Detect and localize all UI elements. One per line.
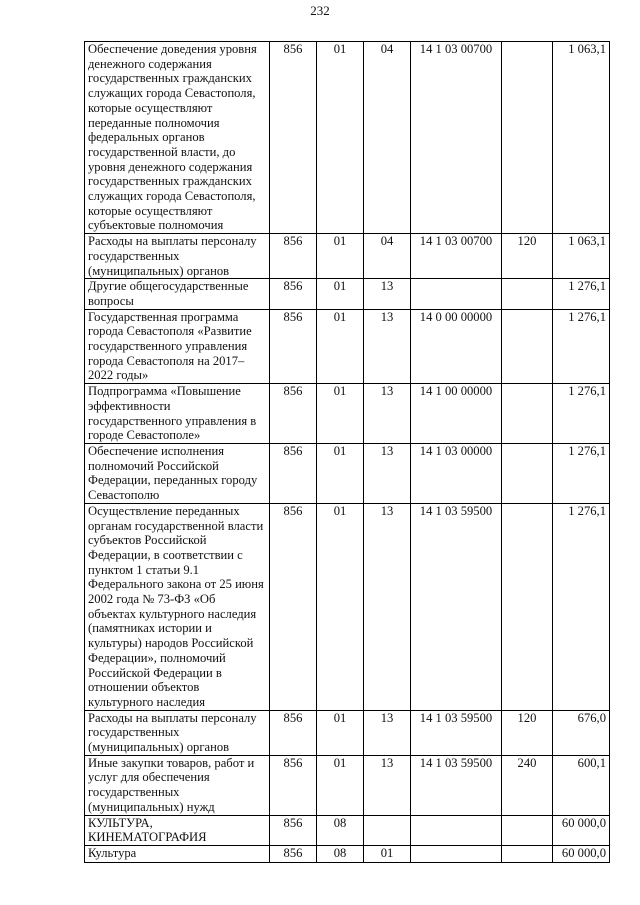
row-vr: 120 — [502, 710, 553, 755]
table-row — [85, 755, 610, 815]
row-rz: 01 — [317, 443, 364, 503]
row-sum: 60 000,0 — [553, 845, 610, 862]
row-pr: 01 — [364, 845, 411, 862]
row-pr: 04 — [364, 234, 411, 279]
row-rz: 01 — [317, 384, 364, 444]
row-csr — [411, 845, 502, 862]
row-pr: 13 — [364, 384, 411, 444]
row-vr — [502, 384, 553, 444]
row-pr: 13 — [364, 443, 411, 503]
row-ved: 856 — [270, 309, 317, 384]
row-rz: 08 — [317, 845, 364, 862]
row-csr: 14 1 03 59500 — [411, 503, 502, 710]
row-csr: 14 0 00 00000 — [411, 309, 502, 384]
budget-table — [84, 41, 610, 863]
row-vr — [502, 443, 553, 503]
row-name: Государственная программа города Севастополя «Развитие государственного управления города Севастополя на 2017–2022 годы» — [85, 309, 270, 384]
row-csr: 14 1 03 00700 — [411, 234, 502, 279]
table-row — [85, 815, 610, 845]
row-sum: 676,0 — [553, 710, 610, 755]
table-row — [85, 42, 610, 234]
table-row — [85, 279, 610, 309]
row-ved: 856 — [270, 815, 317, 845]
row-name: Расходы на выплаты персоналу государственных (муниципальных) органов — [85, 234, 270, 279]
table-row — [85, 503, 610, 710]
row-ved: 856 — [270, 710, 317, 755]
row-name: КУЛЬТУРА, КИНЕМАТОГРАФИЯ — [85, 815, 270, 845]
row-csr — [411, 279, 502, 309]
row-sum: 1 276,1 — [553, 503, 610, 710]
page-number: 232 — [310, 3, 330, 18]
row-vr — [502, 279, 553, 309]
row-csr: 14 1 03 59500 — [411, 710, 502, 755]
table-row — [85, 443, 610, 503]
row-sum: 1 063,1 — [553, 42, 610, 234]
row-sum: 1 063,1 — [553, 234, 610, 279]
row-ved: 856 — [270, 845, 317, 862]
row-vr — [502, 845, 553, 862]
row-pr: 13 — [364, 309, 411, 384]
row-pr: 13 — [364, 279, 411, 309]
row-vr — [502, 815, 553, 845]
row-ved: 856 — [270, 755, 317, 815]
row-name: Другие общегосударственные вопросы — [85, 279, 270, 309]
row-ved: 856 — [270, 279, 317, 309]
row-csr: 14 1 03 59500 — [411, 755, 502, 815]
row-pr: 13 — [364, 710, 411, 755]
row-rz: 01 — [317, 234, 364, 279]
row-name: Культура — [85, 845, 270, 862]
row-name: Иные закупки товаров, работ и услуг для обеспечения государственных (муниципальных) нужд — [85, 755, 270, 815]
row-rz: 01 — [317, 279, 364, 309]
row-sum: 1 276,1 — [553, 309, 610, 384]
row-sum: 600,1 — [553, 755, 610, 815]
row-vr — [502, 309, 553, 384]
row-vr — [502, 503, 553, 710]
row-rz: 01 — [317, 42, 364, 234]
row-ved: 856 — [270, 503, 317, 710]
row-sum: 60 000,0 — [553, 815, 610, 845]
row-vr — [502, 42, 553, 234]
table-row — [85, 384, 610, 444]
row-sum: 1 276,1 — [553, 443, 610, 503]
row-vr: 120 — [502, 234, 553, 279]
row-csr: 14 1 00 00000 — [411, 384, 502, 444]
row-name: Расходы на выплаты персоналу государственных (муниципальных) органов — [85, 710, 270, 755]
row-name: Обеспечение исполнения полномочий Российской Федерации, переданных городу Севастополю — [85, 443, 270, 503]
row-rz: 01 — [317, 503, 364, 710]
table-row — [85, 234, 610, 279]
row-csr — [411, 815, 502, 845]
row-name: Обеспечение доведения уровня денежного содержания государственных гражданских служащих города Севастополя, которые осуществляют переданные полномочия федеральных органов государственной власти, до уровня денежного содержания государственных гражданских служащих города Севастополя, которые осуществляют субъектовые полномочия — [85, 42, 270, 234]
row-pr: 04 — [364, 42, 411, 234]
row-rz: 08 — [317, 815, 364, 845]
row-ved: 856 — [270, 443, 317, 503]
row-csr: 14 1 03 00700 — [411, 42, 502, 234]
row-pr: 13 — [364, 503, 411, 710]
row-rz: 01 — [317, 309, 364, 384]
row-rz: 01 — [317, 710, 364, 755]
table-row — [85, 309, 610, 384]
row-pr — [364, 815, 411, 845]
row-sum: 1 276,1 — [553, 279, 610, 309]
row-rz: 01 — [317, 755, 364, 815]
table-row — [85, 845, 610, 862]
row-name: Подпрограмма «Повышение эффективности государственного управления в городе Севастополе» — [85, 384, 270, 444]
row-ved: 856 — [270, 384, 317, 444]
row-ved: 856 — [270, 234, 317, 279]
table-row — [85, 710, 610, 755]
row-pr: 13 — [364, 755, 411, 815]
row-ved: 856 — [270, 42, 317, 234]
row-vr: 240 — [502, 755, 553, 815]
row-csr: 14 1 03 00000 — [411, 443, 502, 503]
row-sum: 1 276,1 — [553, 384, 610, 444]
row-name: Осуществление переданных органам государственной власти субъектов Российской Федерации, в соответствии с пунктом 1 статьи 9.1 Федерального закона от 25 июня 2002 года № 73-ФЗ «Об объектах культурного наследия (памятниках истории и культуры) народов Российской Федерации», полномочий Российской Федерации в отношении объектов культурного наследия — [85, 503, 270, 710]
